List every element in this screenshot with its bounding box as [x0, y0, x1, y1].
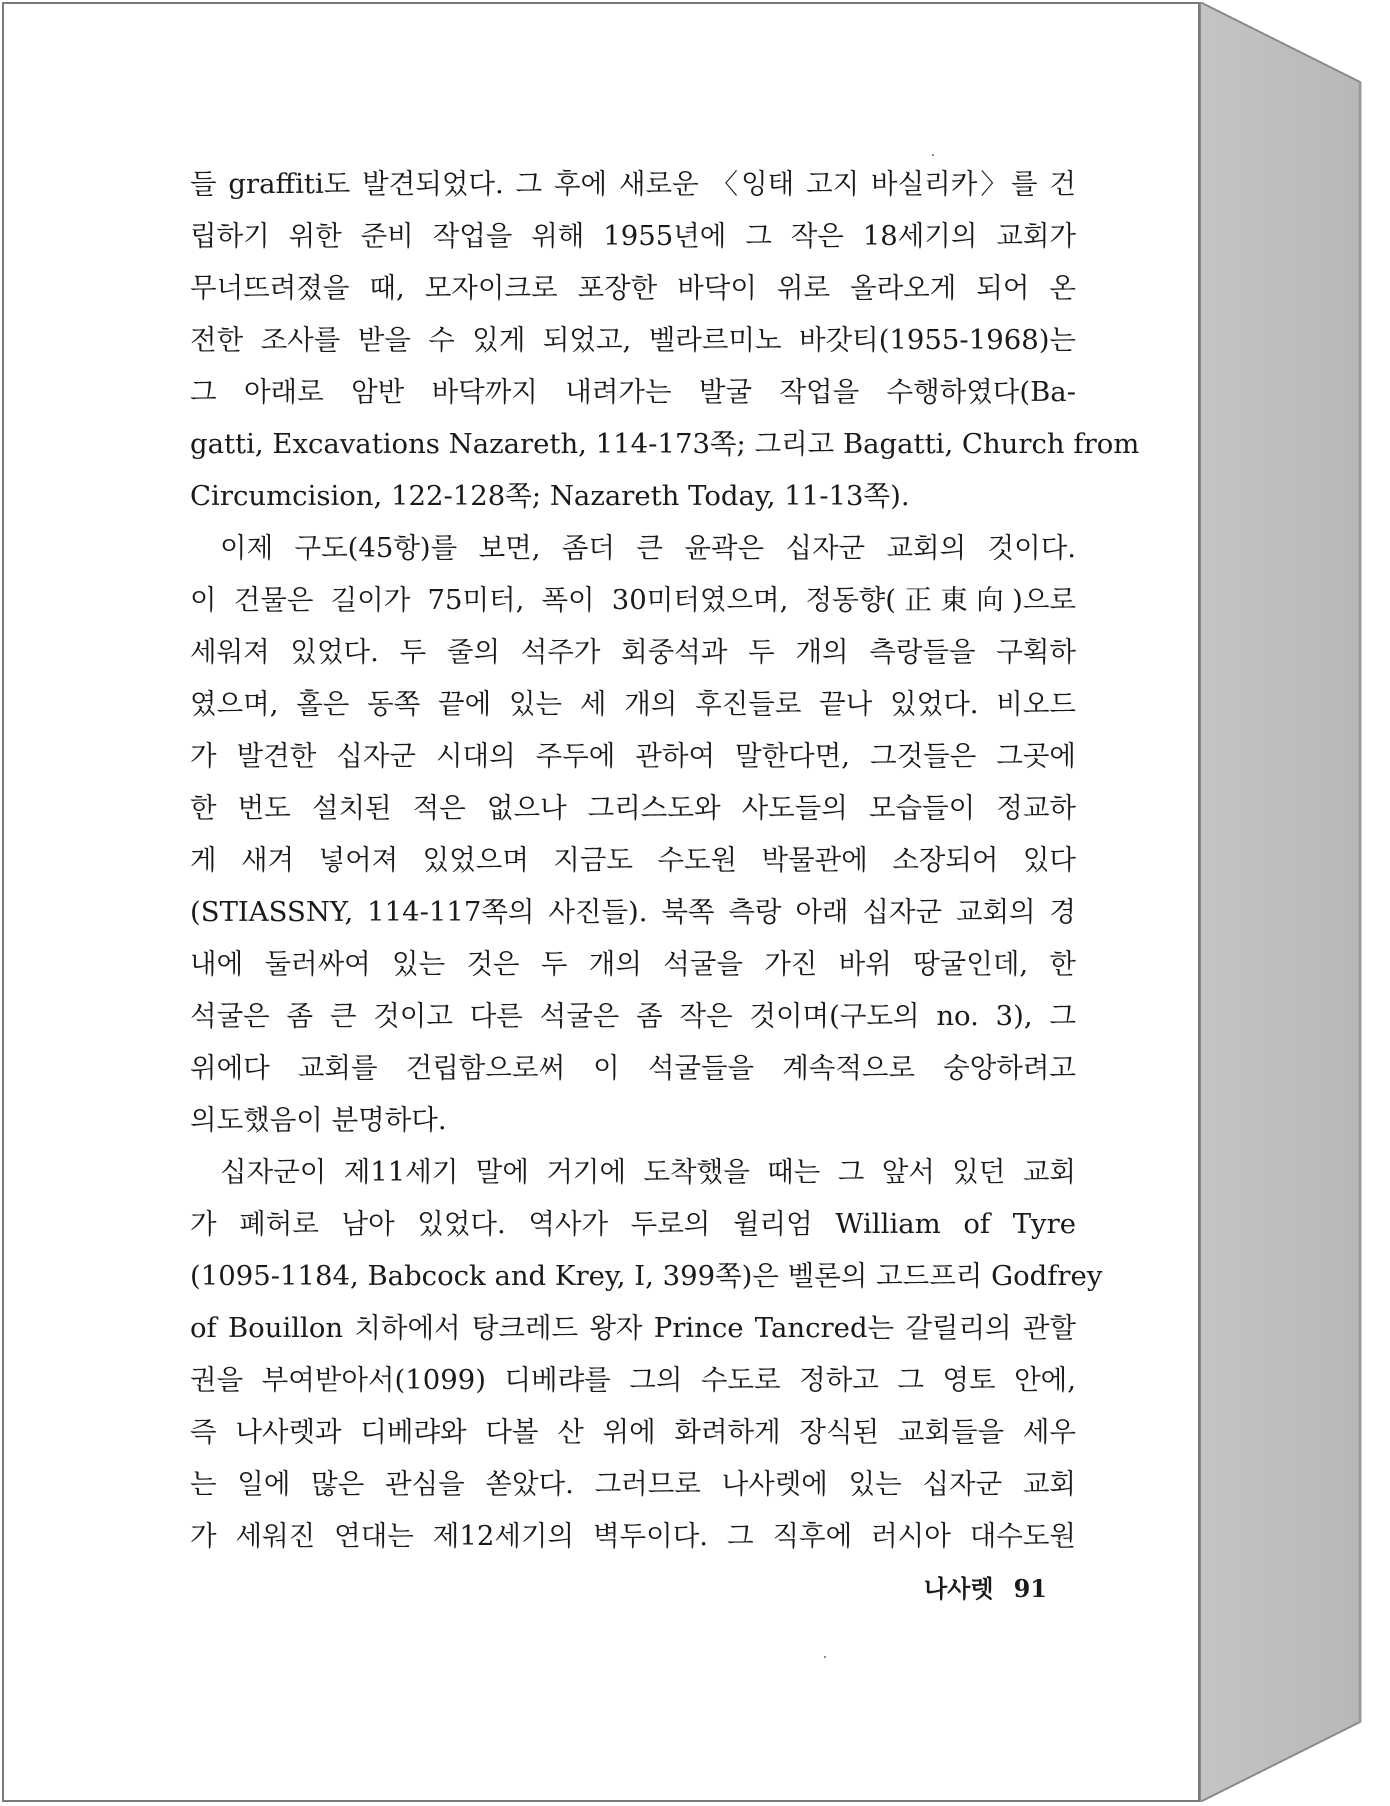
book-edge-shape	[1200, 2, 1370, 1802]
text-line: 이 건물은 길이가 75미터, 폭이 30미터였으며, 정동향(正東向)으로	[190, 584, 1076, 616]
text-line: 립하기 위한 준비 작업을 위해 1955년에 그 작은 18세기의 교회가	[190, 220, 1076, 252]
text-line: 한 번도 설치된 적은 없으나 그리스도와 사도들의 모습들이 정교하	[190, 792, 1076, 824]
text-line: 석굴은 좀 큰 것이고 다른 석굴은 좀 작은 것이며(구도의 no. 3), 그	[190, 1000, 1076, 1032]
text-line: 권을 부여받아서(1099) 디베랴를 그의 수도로 정하고 그 영토 안에,	[190, 1364, 1076, 1396]
book-side-edge	[1200, 2, 1370, 1802]
text-line: Circumcision, 122-128쪽; Nazareth Today, 11-13쪽).	[190, 480, 910, 512]
text-line: 십자군이 제11세기 말에 거기에 도착했을 때는 그 앞서 있던 교회	[220, 1156, 1076, 1188]
text-line: 내에 둘러싸여 있는 것은 두 개의 석굴을 가진 바위 땅굴인데, 한	[190, 948, 1076, 980]
body-text	[190, 158, 1140, 1562]
scan-speck	[824, 1656, 826, 1658]
text-line: 가 세워진 연대는 제12세기의 벽두이다. 그 직후에 러시아 대수도원	[190, 1520, 1076, 1552]
text-line: 위에다 교회를 건립함으로써 이 석굴들을 계속적으로 숭앙하려고	[190, 1052, 1076, 1084]
text-line: 전한 조사를 받을 수 있게 되었고, 벨라르미노 바갓티(1955-1968)는	[190, 324, 1076, 356]
scan-speck	[932, 154, 934, 156]
text-line: (1095-1184, Babcock and Krey, I, 399쪽)은 벨론의 고드프리 Godfrey	[190, 1260, 1103, 1292]
text-line: 가 발견한 십자군 시대의 주두에 관하여 말한다면, 그것들은 그곳에	[190, 740, 1076, 772]
text-line: 였으며, 홀은 동쪽 끝에 있는 세 개의 후진들로 끝나 있었다. 비오드	[190, 688, 1076, 720]
page-footer	[924, 1569, 1047, 1604]
text-line: 가 폐허로 남아 있었다. 역사가 두로의 윌리엄 William of Tyre	[190, 1208, 1076, 1240]
text-line: gatti, Excavations Nazareth, 114-173쪽; 그리고 Bagatti, Church from	[190, 428, 1140, 460]
text-line: 그 아래로 암반 바닥까지 내려가는 발굴 작업을 수행하였다(Ba-	[190, 376, 1076, 408]
text-line: 즉 나사렛과 디베랴와 다볼 산 위에 화려하게 장식된 교회들을 세우	[190, 1416, 1076, 1448]
text-line: 는 일에 많은 관심을 쏟았다. 그러므로 나사렛에 있는 십자군 교회	[190, 1468, 1076, 1500]
running-footer-section: 나사렛	[924, 1574, 994, 1603]
text-line: of Bouillon 치하에서 탕크레드 왕자 Prince Tancred는 갈릴리의 관할	[190, 1312, 1076, 1344]
text-line: 의도했음이 분명하다.	[190, 1104, 447, 1136]
text-line: 이제 구도(45항)를 보면, 좀더 큰 윤곽은 십자군 교회의 것이다.	[220, 532, 1076, 564]
text-line: 들 graffiti도 발견되었다. 그 후에 새로운 〈잉태 고지 바실리카〉를 건	[190, 168, 1076, 200]
text-line: 무너뜨려졌을 때, 모자이크로 포장한 바닥이 위로 올라오게 되어 온	[190, 272, 1076, 304]
text-line: 세워져 있었다. 두 줄의 석주가 회중석과 두 개의 측랑들을 구획하	[190, 636, 1076, 668]
text-line: (STIASSNY, 114-117쪽의 사진들). 북쪽 측랑 아래 십자군 교회의 경	[190, 896, 1076, 928]
page-number: 91	[1013, 1574, 1047, 1603]
book-page	[2, 2, 1200, 1802]
text-line: 게 새겨 넣어져 있었으며 지금도 수도원 박물관에 소장되어 있다	[190, 844, 1076, 876]
